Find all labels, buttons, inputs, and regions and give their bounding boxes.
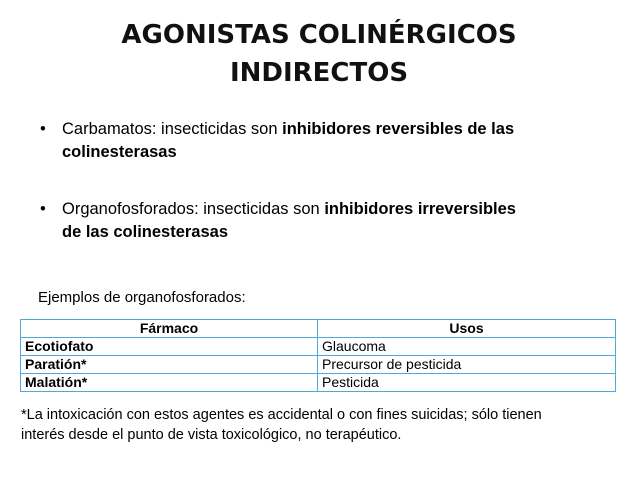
title-line-1: AGONISTAS COLINÉRGICOS (121, 20, 517, 50)
drug-cell: Malatión* (21, 374, 318, 392)
bullet-organofosforados (38, 198, 598, 244)
bullet-text: Organofosforados: insecticidas son (62, 200, 325, 218)
examples-label: Ejemplos de organofosforados: (38, 289, 246, 306)
use-cell: Glaucoma (318, 338, 616, 356)
table-row (21, 356, 616, 374)
table-row (21, 374, 616, 392)
use-cell: Precursor de pesticida (318, 356, 616, 374)
table-row (21, 338, 616, 356)
bullet-bold-text: inhibidores irreversibles (324, 200, 516, 218)
bullet-bold-text: de las colinesterasas (62, 223, 229, 241)
bullet-bold-text: colinesterasas (62, 143, 177, 161)
footnote-line-1: *La intoxicación con estos agentes es accidental o con fines suicidas; sólo tienen (21, 407, 542, 423)
header-farmaco: Fármaco (21, 320, 318, 338)
bullet-text: Carbamatos: insecticidas son (62, 120, 283, 138)
bullet-carbamatos (38, 118, 598, 164)
slide-title (0, 16, 638, 92)
title-line-2: INDIRECTOS (229, 58, 409, 88)
drug-cell: Ecotiofato (21, 338, 318, 356)
drug-table (20, 319, 616, 392)
bullet-list (38, 118, 598, 278)
table-header-row (21, 320, 616, 338)
use-cell: Pesticida (318, 374, 616, 392)
bullet-bold-text: inhibidores reversibles de las (282, 120, 515, 138)
header-usos: Usos (318, 320, 616, 338)
footnote (21, 405, 621, 445)
footnote-line-2: interés desde el punto de vista toxicológico, no terapéutico. (21, 427, 402, 443)
drug-cell: Paratión* (21, 356, 318, 374)
